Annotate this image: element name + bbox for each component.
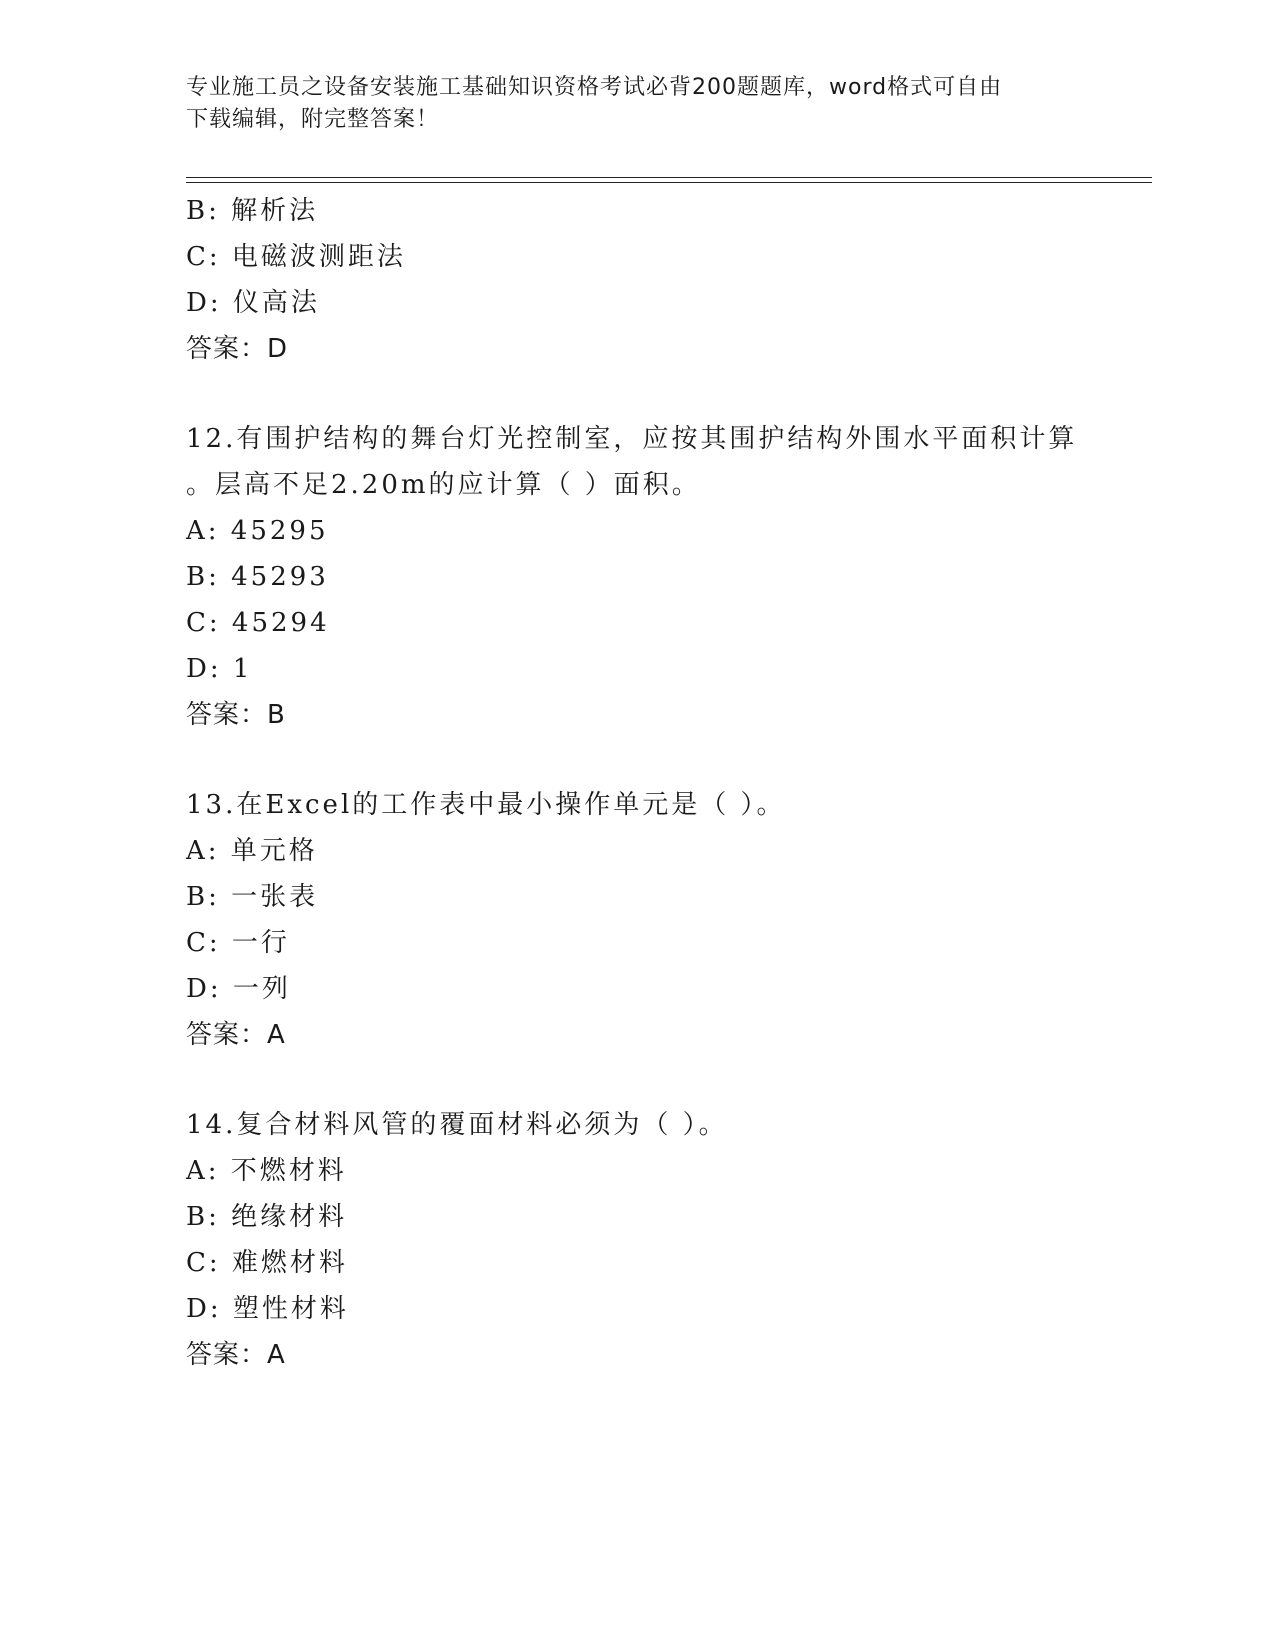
q12-answer: 答案：B bbox=[186, 700, 286, 730]
q12-option-d: D: 1 bbox=[186, 654, 253, 684]
q14-option-d: D: 塑性材料 bbox=[186, 1294, 349, 1324]
header-line-1: 专业施工员之设备安装施工基础知识资格考试必背200题题库，word格式可自由 bbox=[186, 75, 1003, 100]
q13-option-a: A: 单元格 bbox=[186, 836, 318, 866]
q14-option-c: C: 难燃材料 bbox=[186, 1248, 348, 1278]
question-14 bbox=[186, 1102, 1152, 1378]
q12-stem-line-2: 。层高不足2.20m的应计算（ ）面积。 bbox=[186, 470, 701, 500]
header-divider-bottom bbox=[186, 182, 1152, 183]
header-line-2: 下载编辑，附完整答案！ bbox=[186, 107, 440, 132]
question-13 bbox=[186, 782, 1152, 1058]
question-spacer bbox=[186, 1058, 1152, 1102]
q11-option-c: C: 电磁波测距法 bbox=[186, 242, 406, 272]
q11-answer: 答案：D bbox=[186, 334, 289, 364]
q12-stem-line-1: 12.有围护结构的舞台灯光控制室，应按其围护结构外围水平面积计算 bbox=[186, 424, 1078, 454]
q12-option-c: C: 45294 bbox=[186, 608, 330, 638]
q13-option-d: D: 一列 bbox=[186, 974, 291, 1004]
q13-stem: 13.在Excel的工作表中最小操作单元是（ ）。 bbox=[186, 790, 786, 820]
q13-option-b: B: 一张表 bbox=[186, 882, 319, 912]
question-spacer bbox=[186, 372, 1152, 416]
q11-option-d: D: 仪高法 bbox=[186, 288, 320, 318]
q14-answer: 答案：A bbox=[186, 1340, 286, 1370]
question-list bbox=[186, 188, 1152, 1378]
q14-option-a: A: 不燃材料 bbox=[186, 1156, 347, 1186]
q13-option-c: C: 一行 bbox=[186, 928, 290, 958]
q14-stem: 14.复合材料风管的覆面材料必须为（ ）。 bbox=[186, 1110, 728, 1140]
question-spacer bbox=[186, 738, 1152, 782]
q12-option-b: B: 45293 bbox=[186, 562, 329, 592]
document-header bbox=[186, 72, 1066, 136]
header-divider-top bbox=[186, 177, 1152, 178]
q13-answer: 答案：A bbox=[186, 1020, 286, 1050]
q12-option-a: A: 45295 bbox=[186, 516, 329, 546]
q11-option-b: B: 解析法 bbox=[186, 196, 319, 226]
question-11-tail bbox=[186, 188, 1152, 372]
question-12 bbox=[186, 416, 1152, 738]
q14-option-b: B: 绝缘材料 bbox=[186, 1202, 348, 1232]
